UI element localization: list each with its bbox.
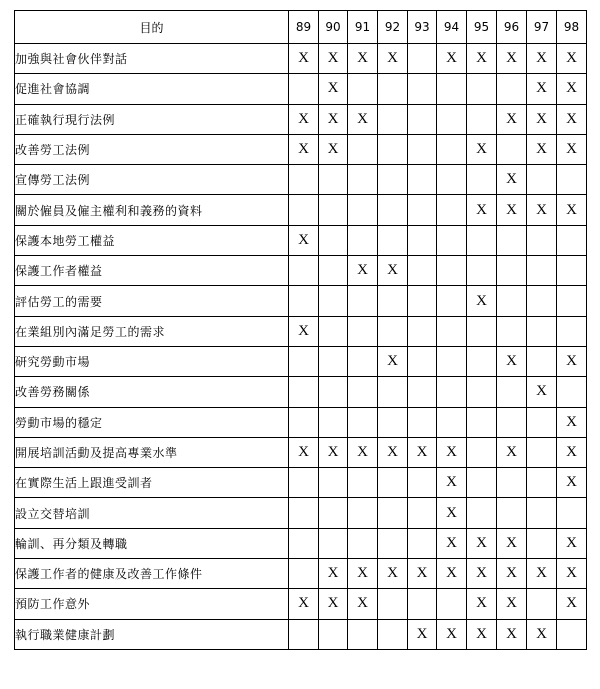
mark-cell: X xyxy=(557,437,587,467)
mark-cell xyxy=(348,74,378,104)
year-header: 90 xyxy=(319,11,348,44)
mark-cell: X xyxy=(557,44,587,74)
mark-cell xyxy=(467,225,497,255)
row-label: 設立交替培訓 xyxy=(15,498,289,528)
mark-cell: X xyxy=(467,559,497,589)
table-row xyxy=(15,104,587,134)
mark-cell xyxy=(348,134,378,164)
mark-cell: X xyxy=(319,559,348,589)
mark-cell: X xyxy=(497,195,527,225)
mark-cell xyxy=(497,134,527,164)
year-header: 98 xyxy=(557,11,587,44)
mark-cell xyxy=(408,225,437,255)
mark-cell xyxy=(437,377,467,407)
mark-cell: X xyxy=(437,468,467,498)
mark-cell xyxy=(408,44,437,74)
table-row xyxy=(15,498,587,528)
mark-cell xyxy=(289,498,319,528)
table-row xyxy=(15,559,587,589)
row-label: 促進社會協調 xyxy=(15,74,289,104)
mark-cell: X xyxy=(467,134,497,164)
table-row xyxy=(15,74,587,104)
mark-cell xyxy=(408,195,437,225)
mark-cell: X xyxy=(408,437,437,467)
mark-cell xyxy=(319,619,348,649)
mark-cell xyxy=(348,346,378,376)
mark-cell: X xyxy=(378,437,408,467)
table-row xyxy=(15,528,587,558)
mark-cell: X xyxy=(497,165,527,195)
mark-cell: X xyxy=(348,256,378,286)
row-label: 正確執行現行法例 xyxy=(15,104,289,134)
mark-cell xyxy=(408,468,437,498)
mark-cell: X xyxy=(467,195,497,225)
mark-cell xyxy=(497,256,527,286)
mark-cell xyxy=(289,559,319,589)
mark-cell: X xyxy=(319,134,348,164)
mark-cell xyxy=(408,165,437,195)
mark-cell xyxy=(408,256,437,286)
mark-cell xyxy=(497,225,527,255)
mark-cell: X xyxy=(437,498,467,528)
mark-cell xyxy=(467,316,497,346)
mark-cell xyxy=(289,528,319,558)
year-header: 91 xyxy=(348,11,378,44)
mark-cell xyxy=(437,589,467,619)
mark-cell xyxy=(289,165,319,195)
mark-cell xyxy=(437,316,467,346)
mark-cell xyxy=(348,286,378,316)
mark-cell: X xyxy=(319,74,348,104)
mark-cell xyxy=(557,165,587,195)
mark-cell: X xyxy=(557,589,587,619)
year-header: 94 xyxy=(437,11,467,44)
mark-cell: X xyxy=(319,44,348,74)
mark-cell xyxy=(378,104,408,134)
mark-cell: X xyxy=(557,74,587,104)
mark-cell: X xyxy=(467,44,497,74)
mark-cell xyxy=(527,316,557,346)
row-label: 研究勞動市場 xyxy=(15,346,289,376)
mark-cell xyxy=(378,528,408,558)
table-row xyxy=(15,225,587,255)
mark-cell: X xyxy=(497,528,527,558)
mark-cell xyxy=(289,407,319,437)
mark-cell: X xyxy=(378,44,408,74)
mark-cell xyxy=(348,316,378,346)
mark-cell xyxy=(289,619,319,649)
mark-cell: X xyxy=(319,437,348,467)
mark-cell xyxy=(289,256,319,286)
mark-cell xyxy=(289,377,319,407)
mark-cell xyxy=(378,286,408,316)
mark-cell xyxy=(348,468,378,498)
row-label: 輪訓、再分類及轉職 xyxy=(15,528,289,558)
mark-cell: X xyxy=(348,559,378,589)
mark-cell xyxy=(467,377,497,407)
mark-cell xyxy=(378,316,408,346)
row-label: 保護本地勞工權益 xyxy=(15,225,289,255)
mark-cell: X xyxy=(497,104,527,134)
purpose-header: 目的 xyxy=(15,11,289,44)
mark-cell xyxy=(348,407,378,437)
mark-cell xyxy=(557,498,587,528)
table-row xyxy=(15,468,587,498)
mark-cell: X xyxy=(348,589,378,619)
mark-cell xyxy=(467,407,497,437)
mark-cell: X xyxy=(527,134,557,164)
mark-cell: X xyxy=(437,619,467,649)
mark-cell xyxy=(497,74,527,104)
mark-cell xyxy=(408,377,437,407)
mark-cell xyxy=(378,165,408,195)
mark-cell xyxy=(408,589,437,619)
table-row xyxy=(15,286,587,316)
mark-cell: X xyxy=(557,195,587,225)
mark-cell: X xyxy=(527,74,557,104)
table-row xyxy=(15,437,587,467)
mark-cell xyxy=(378,74,408,104)
row-label: 保護工作者的健康及改善工作條件 xyxy=(15,559,289,589)
mark-cell xyxy=(557,316,587,346)
mark-cell xyxy=(437,195,467,225)
mark-cell: X xyxy=(289,589,319,619)
row-label: 加強與社會伙伴對話 xyxy=(15,44,289,74)
mark-cell: X xyxy=(437,437,467,467)
mark-cell xyxy=(467,165,497,195)
header-row xyxy=(15,11,587,44)
year-header: 93 xyxy=(408,11,437,44)
mark-cell xyxy=(437,407,467,437)
mark-cell: X xyxy=(408,619,437,649)
table-row xyxy=(15,195,587,225)
mark-cell: X xyxy=(497,559,527,589)
mark-cell xyxy=(557,377,587,407)
table-row xyxy=(15,619,587,649)
mark-cell xyxy=(319,346,348,376)
mark-cell xyxy=(497,407,527,437)
row-label: 改善勞務關係 xyxy=(15,377,289,407)
mark-cell xyxy=(497,286,527,316)
mark-cell xyxy=(348,498,378,528)
mark-cell xyxy=(497,468,527,498)
mark-cell xyxy=(408,346,437,376)
mark-cell: X xyxy=(497,619,527,649)
mark-cell xyxy=(557,225,587,255)
table-row xyxy=(15,346,587,376)
mark-cell: X xyxy=(527,377,557,407)
table-body xyxy=(15,44,587,650)
mark-cell xyxy=(348,195,378,225)
row-label: 在業組別內滿足勞工的需求 xyxy=(15,316,289,346)
mark-cell xyxy=(378,377,408,407)
year-header: 89 xyxy=(289,11,319,44)
mark-cell xyxy=(378,195,408,225)
mark-cell xyxy=(408,498,437,528)
mark-cell: X xyxy=(408,559,437,589)
mark-cell xyxy=(437,346,467,376)
year-header: 95 xyxy=(467,11,497,44)
mark-cell xyxy=(319,286,348,316)
mark-cell xyxy=(378,225,408,255)
mark-cell xyxy=(467,437,497,467)
mark-cell xyxy=(319,468,348,498)
mark-cell xyxy=(378,589,408,619)
mark-cell xyxy=(348,165,378,195)
mark-cell: X xyxy=(437,528,467,558)
mark-cell: X xyxy=(557,559,587,589)
mark-cell: X xyxy=(557,104,587,134)
mark-cell xyxy=(319,377,348,407)
objectives-table xyxy=(14,10,587,650)
row-label: 保護工作者權益 xyxy=(15,256,289,286)
year-header: 92 xyxy=(378,11,408,44)
mark-cell xyxy=(319,256,348,286)
mark-cell: X xyxy=(467,286,497,316)
mark-cell: X xyxy=(527,104,557,134)
mark-cell xyxy=(408,286,437,316)
mark-cell xyxy=(289,286,319,316)
mark-cell: X xyxy=(348,437,378,467)
mark-cell xyxy=(348,528,378,558)
mark-cell xyxy=(289,468,319,498)
mark-cell: X xyxy=(319,589,348,619)
table-row xyxy=(15,316,587,346)
mark-cell: X xyxy=(319,104,348,134)
mark-cell xyxy=(319,407,348,437)
mark-cell xyxy=(437,286,467,316)
mark-cell xyxy=(497,377,527,407)
mark-cell xyxy=(527,346,557,376)
mark-cell: X xyxy=(497,44,527,74)
row-label: 勞動市場的穩定 xyxy=(15,407,289,437)
mark-cell: X xyxy=(378,346,408,376)
mark-cell: X xyxy=(527,559,557,589)
mark-cell xyxy=(527,498,557,528)
mark-cell xyxy=(319,165,348,195)
mark-cell xyxy=(378,619,408,649)
mark-cell xyxy=(437,165,467,195)
mark-cell: X xyxy=(437,559,467,589)
mark-cell xyxy=(557,256,587,286)
mark-cell: X xyxy=(289,134,319,164)
row-label: 關於僱員及僱主權利和義務的資料 xyxy=(15,195,289,225)
mark-cell xyxy=(289,195,319,225)
mark-cell: X xyxy=(557,468,587,498)
mark-cell: X xyxy=(348,44,378,74)
mark-cell: X xyxy=(527,44,557,74)
mark-cell xyxy=(408,74,437,104)
mark-cell xyxy=(557,619,587,649)
row-label: 預防工作意外 xyxy=(15,589,289,619)
table-row xyxy=(15,377,587,407)
mark-cell xyxy=(408,407,437,437)
mark-cell: X xyxy=(467,589,497,619)
mark-cell: X xyxy=(437,44,467,74)
table-row xyxy=(15,165,587,195)
mark-cell xyxy=(348,377,378,407)
mark-cell xyxy=(467,256,497,286)
table-row xyxy=(15,256,587,286)
mark-cell xyxy=(527,407,557,437)
mark-cell xyxy=(437,74,467,104)
mark-cell xyxy=(408,134,437,164)
mark-cell xyxy=(408,316,437,346)
mark-cell xyxy=(467,74,497,104)
mark-cell xyxy=(527,589,557,619)
row-label: 評估勞工的需要 xyxy=(15,286,289,316)
row-label: 開展培訓活動及提高專業水準 xyxy=(15,437,289,467)
mark-cell: X xyxy=(557,528,587,558)
mark-cell: X xyxy=(289,225,319,255)
mark-cell: X xyxy=(497,346,527,376)
table-row xyxy=(15,44,587,74)
mark-cell xyxy=(437,134,467,164)
year-header: 96 xyxy=(497,11,527,44)
mark-cell xyxy=(527,165,557,195)
mark-cell: X xyxy=(557,346,587,376)
row-label: 宣傳勞工法例 xyxy=(15,165,289,195)
mark-cell xyxy=(527,225,557,255)
mark-cell: X xyxy=(378,559,408,589)
mark-cell xyxy=(437,225,467,255)
mark-cell: X xyxy=(467,619,497,649)
mark-cell: X xyxy=(378,256,408,286)
mark-cell xyxy=(557,286,587,316)
row-label: 改善勞工法例 xyxy=(15,134,289,164)
mark-cell xyxy=(527,528,557,558)
mark-cell: X xyxy=(527,195,557,225)
mark-cell xyxy=(348,619,378,649)
mark-cell xyxy=(527,256,557,286)
mark-cell: X xyxy=(527,619,557,649)
mark-cell: X xyxy=(289,44,319,74)
mark-cell: X xyxy=(497,437,527,467)
mark-cell: X xyxy=(289,104,319,134)
mark-cell: X xyxy=(289,437,319,467)
mark-cell xyxy=(378,498,408,528)
mark-cell: X xyxy=(289,316,319,346)
mark-cell xyxy=(319,498,348,528)
mark-cell xyxy=(378,407,408,437)
mark-cell xyxy=(527,437,557,467)
mark-cell xyxy=(348,225,378,255)
mark-cell xyxy=(527,468,557,498)
mark-cell xyxy=(467,468,497,498)
mark-cell xyxy=(467,104,497,134)
mark-cell xyxy=(319,195,348,225)
mark-cell xyxy=(467,498,497,528)
mark-cell xyxy=(319,225,348,255)
table-row xyxy=(15,134,587,164)
mark-cell: X xyxy=(497,589,527,619)
mark-cell xyxy=(467,346,497,376)
mark-cell xyxy=(497,498,527,528)
mark-cell xyxy=(378,134,408,164)
mark-cell xyxy=(289,346,319,376)
mark-cell xyxy=(319,528,348,558)
mark-cell xyxy=(437,256,467,286)
row-label: 執行職業健康計劃 xyxy=(15,619,289,649)
mark-cell xyxy=(497,316,527,346)
table-row xyxy=(15,589,587,619)
mark-cell: X xyxy=(348,104,378,134)
mark-cell xyxy=(319,316,348,346)
mark-cell xyxy=(527,286,557,316)
year-header: 97 xyxy=(527,11,557,44)
mark-cell: X xyxy=(467,528,497,558)
mark-cell xyxy=(437,104,467,134)
row-label: 在實際生活上跟進受訓者 xyxy=(15,468,289,498)
table-row xyxy=(15,407,587,437)
mark-cell xyxy=(289,74,319,104)
mark-cell: X xyxy=(557,134,587,164)
mark-cell xyxy=(378,468,408,498)
mark-cell xyxy=(408,104,437,134)
mark-cell: X xyxy=(557,407,587,437)
mark-cell xyxy=(408,528,437,558)
